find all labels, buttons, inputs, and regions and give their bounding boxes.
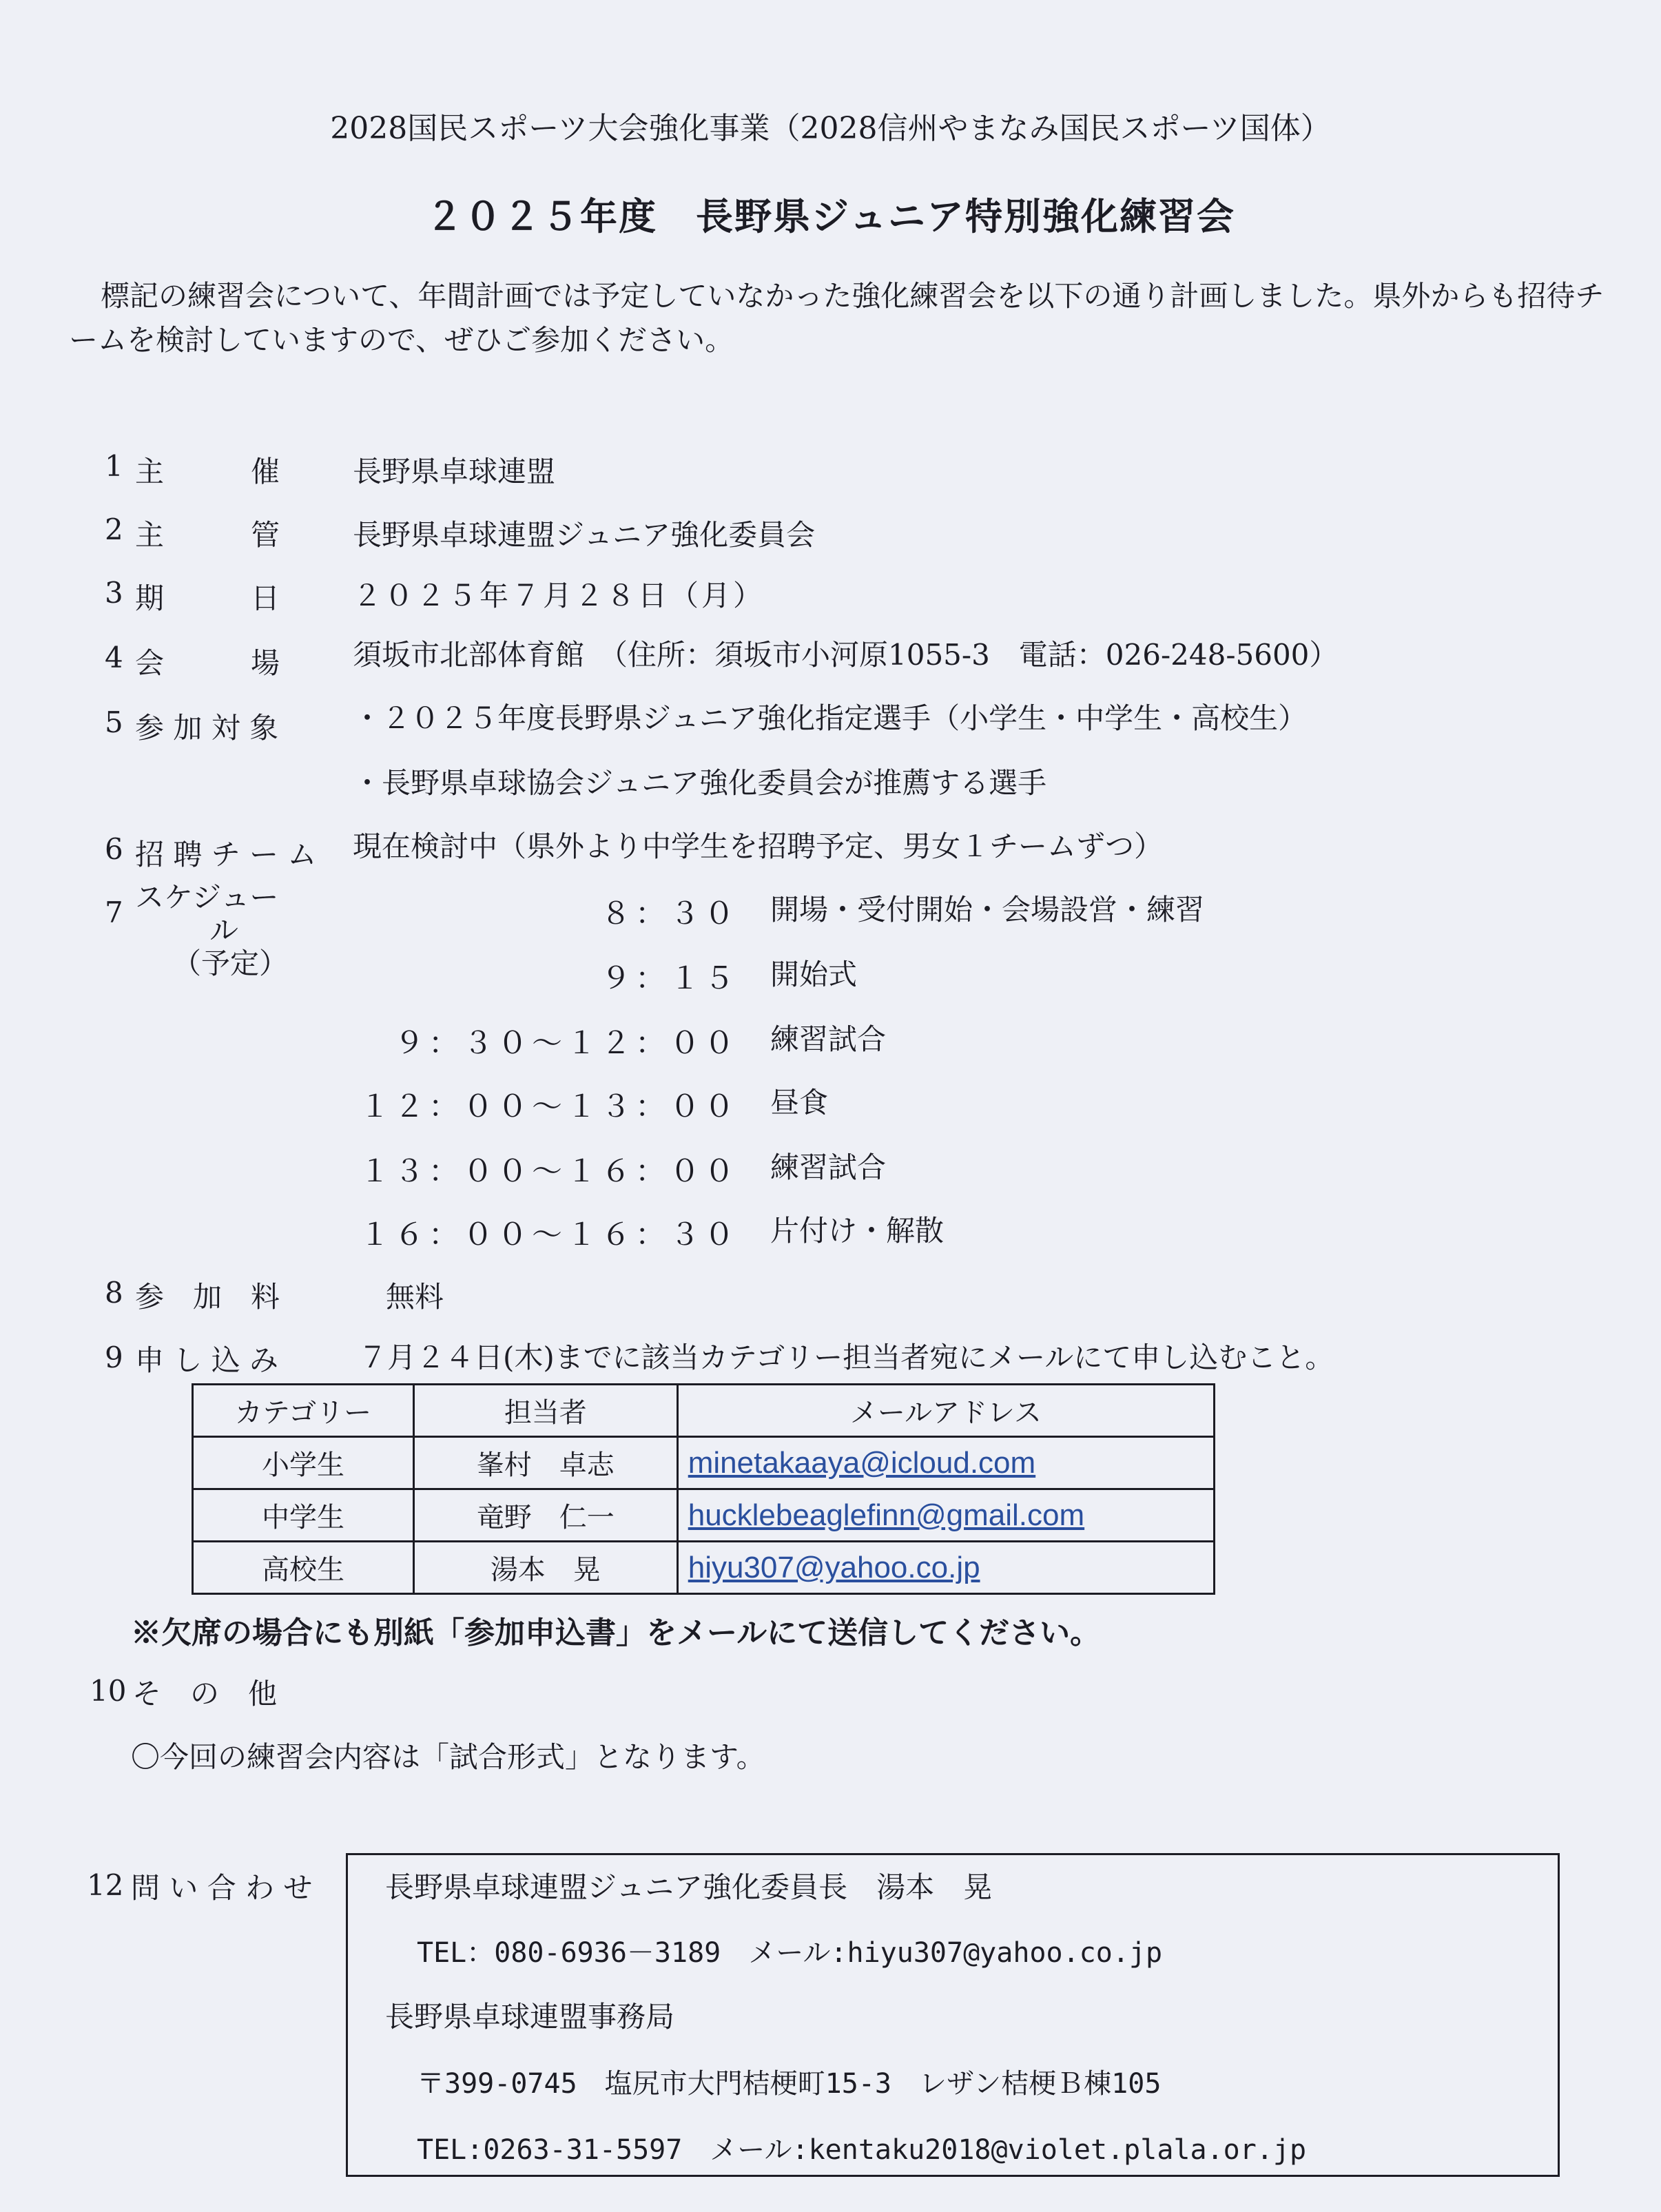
item-8-value: 無料 [386,1280,444,1314]
item-1-value: 長野県卓球連盟 [353,455,556,488]
item-8-label: 参 加 料 [135,1280,280,1314]
page-title: ２０２５年度 長野県ジュニア特別強化練習会 [426,194,1235,238]
item-1-number: 1 [105,449,123,483]
category-cell: 小学生 [193,1437,414,1489]
email-link[interactable]: hiyu307@yahoo.co.jp [688,1550,980,1584]
schedule-activity: 練習試合 [770,1022,887,1056]
item-3-number: 3 [105,576,123,610]
schedule-time: １３：００～１６：００ [360,1154,739,1189]
contacts-table [192,1383,1215,1595]
inquiry-line5: TEL:0263-31-5597 メール:kentaku2018@violet.plala.or.jp [417,2134,1307,2166]
column-header-person: 担当者 [413,1385,677,1437]
schedule-time: ８：３０ [601,896,739,931]
item-6-number: 6 [105,832,123,866]
intro-paragraph: 標記の練習会について、年間計画では予定していなかった強化練習会を以下の通り計画しました。県外からも招待チームを検討していますので、ぜひご参加ください。 [69,279,1605,357]
item-10-value: 〇今回の練習会内容は「試合形式」となります。 [131,1740,765,1774]
email-link[interactable]: hucklebeaglefinn@gmail.com [688,1498,1085,1532]
item-6-label: 招 聘 チ ー ム [135,838,317,871]
schedule-activity: 昼食 [770,1086,829,1119]
item-10-number: 10 [90,1674,127,1708]
email-cell [677,1489,1214,1542]
item-4-label: 会 場 [135,646,280,680]
schedule-time: ９：１５ [601,961,739,996]
supertitle: 2028国民スポーツ大会強化事業（2028信州やまなみ国民スポーツ国体） [330,111,1331,146]
table-header-row [193,1385,1215,1437]
inquiry-line3: 長野県卓球連盟事務局 [385,2000,675,2034]
item-9-number: 9 [105,1341,123,1374]
schedule-time: １６：００～１６：３０ [360,1217,739,1252]
item-5-line1: ・２０２５年度長野県ジュニア強化指定選手（小学生・中学生・高校生） [353,701,1308,735]
item-5-line2: ・長野県卓球協会ジュニア強化委員会が推薦する選手 [353,766,1047,800]
email-cell [677,1437,1214,1489]
item-12-number: 12 [87,1868,124,1902]
item-4-value: 須坂市北部体育館 （住所：須坂市小河原1055-3 電話：026-248-5600） [353,638,1339,672]
person-cell: 峯村 卓志 [413,1437,677,1489]
table-row [193,1489,1215,1542]
person-cell: 竜野 仁一 [413,1489,677,1542]
schedule-label-line1: スケジュー [135,880,279,914]
item-2-value: 長野県卓球連盟ジュニア強化委員会 [353,518,816,552]
table-row [193,1542,1215,1594]
item-4-number: 4 [105,641,123,674]
absence-note: ※欠席の場合にも別紙「参加申込書」をメールにて送信してください。 [131,1615,1101,1651]
schedule-activity: 練習試合 [770,1150,887,1184]
item-10-label: そ の 他 [132,1677,278,1710]
schedule-activity: 開場・受付開始・会場設営・練習 [770,893,1205,927]
schedule-time: ９：３０～１２：００ [394,1026,739,1061]
item-1-label: 主 催 [135,455,280,488]
inquiry-line2: TEL：080-6936－3189 メール:hiyu307@yahoo.co.jp [417,1937,1163,1969]
email-cell [677,1542,1214,1594]
schedule-time: １２：００～１３：００ [360,1089,739,1124]
schedule-activity: 片付け・解散 [770,1214,945,1248]
item-5-number: 5 [105,705,123,739]
item-8-number: 8 [105,1276,123,1310]
item-12-label: 問 い 合 わ せ [131,1871,313,1905]
schedule-label-line2: ル [209,913,239,947]
email-link[interactable]: minetakaaya@icloud.com [688,1445,1036,1480]
table-row [193,1437,1215,1489]
item-2-number: 2 [105,513,123,546]
column-header-email: メールアドレス [677,1385,1214,1437]
inquiry-box [346,1853,1560,2177]
category-cell: 中学生 [193,1489,414,1542]
item-7-number: 7 [105,896,123,929]
item-2-label: 主 管 [135,518,280,552]
item-6-value: 現在検討中（県外より中学生を招聘予定、男女１チームずつ） [353,829,1164,863]
item-5-label: 参 加 対 象 [135,711,279,745]
item-3-label: 期 日 [135,581,280,615]
item-9-value: ７月２４日(木)までに該当カテゴリー担当者宛にメールにて申し込むこと。 [358,1341,1334,1374]
person-cell: 湯本 晃 [413,1542,677,1594]
item-3-value: ２０２５年７月２８日（月） [353,579,765,612]
category-cell: 高校生 [193,1542,414,1594]
inquiry-line1: 長野県卓球連盟ジュニア強化委員長 湯本 晃 [385,1870,993,1904]
schedule-label-line3: （予定） [172,947,289,980]
item-9-label: 申 し 込 み [135,1343,279,1377]
column-header-category: カテゴリー [193,1385,414,1437]
schedule-activity: 開始式 [770,958,858,991]
inquiry-line4: 〒399-0745 塩尻市大門桔梗町15-3 レザン桔梗Ｂ棟105 [417,2068,1162,2100]
